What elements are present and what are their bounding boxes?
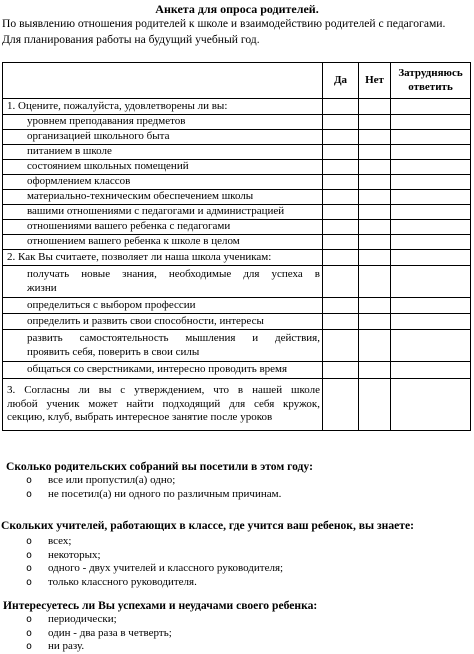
options-list [0,474,474,501]
answer-cell[interactable] [391,190,471,205]
option-label: некоторых; [48,548,101,561]
q3-text [3,379,323,431]
circle-bullet-icon: o [26,549,33,561]
table-row [3,314,471,330]
answer-cell[interactable] [391,330,471,362]
answer-cell[interactable] [359,266,391,298]
q3-line: 3. Согласны ли вы с утверждением, что в нашей школе [7,383,320,396]
answer-cell[interactable] [359,330,391,362]
answer-cell[interactable] [323,130,359,145]
q2-item [3,330,323,362]
q2-item: определить и развить свои способности, интересы [3,314,323,330]
table-row [3,175,471,190]
options-list [0,535,474,589]
q3-line: секцию, клуб, выбрать интересное занятие после уроков [7,411,273,424]
q2-row [3,250,471,266]
q1-item: уровнем преподавания предметов [3,115,323,130]
option-item[interactable] [26,488,474,502]
answer-cell[interactable] [359,314,391,330]
answer-cell[interactable] [391,160,471,175]
answer-cell[interactable] [359,130,391,145]
header-question [3,63,323,99]
option-item[interactable] [26,549,474,563]
answer-cell[interactable] [323,99,359,115]
q1-item: отношением вашего ребенка к школе в целом [3,235,323,250]
table-row [3,220,471,235]
answer-cell[interactable] [391,298,471,314]
q1-item: отношениями вашего ребенка с педагогами [3,220,323,235]
answer-cell[interactable] [323,235,359,250]
answer-cell[interactable] [359,205,391,220]
answer-cell[interactable] [323,190,359,205]
answer-cell[interactable] [323,220,359,235]
q1-item: вашими отношениями с педагогами и администрацией [3,205,323,220]
option-item[interactable] [26,640,474,654]
answer-cell[interactable] [323,250,359,266]
answer-cell[interactable] [359,190,391,205]
answer-cell[interactable] [359,362,391,379]
q1-item: материально-техническим обеспечением школы [3,190,323,205]
answer-cell[interactable] [391,250,471,266]
q2-item-line: жизни [27,281,57,294]
option-label: одного - двух учителей и классного руководителя; [48,562,284,575]
circle-bullet-icon: o [26,641,33,653]
section-meetings [0,460,474,501]
answer-cell[interactable] [323,379,359,431]
answer-cell[interactable] [359,99,391,115]
q1-item: организацией школьного быта [3,130,323,145]
circle-bullet-icon: o [26,614,33,626]
q1-row [3,99,471,115]
option-label: ни разу. [48,640,85,653]
table-row [3,160,471,175]
survey-table [2,62,471,431]
table-row [3,205,471,220]
q3-line: любой ученик может найти подходящий для себя кружок, [7,397,320,410]
option-item[interactable] [26,627,474,641]
q2-item [3,266,323,298]
answer-cell[interactable] [359,298,391,314]
intro-line-1: По выявлению отношения родителей к школе и взаимодействию родителей с педагогами. [2,17,446,30]
answer-cell[interactable] [359,235,391,250]
answer-cell[interactable] [323,205,359,220]
answer-cell[interactable] [359,145,391,160]
q2-item: определиться с выбором профессии [3,298,323,314]
option-label: один - два раза в четверть; [48,626,172,639]
section-heading: Скольких учителей, работающих в классе, где учится ваш ребенок, вы знаете: [1,519,414,532]
table-row [3,235,471,250]
circle-bullet-icon: o [26,488,33,500]
circle-bullet-icon: o [26,627,33,639]
q2-item-line: получать новые знания, необходимые для успеха в [27,267,320,280]
intro-text [2,16,472,48]
circle-bullet-icon: o [26,475,33,487]
option-label: не посетил(а) ни одного по различным причинам. [48,487,282,500]
answer-cell[interactable] [391,205,471,220]
answer-cell[interactable] [323,330,359,362]
table-header-row [3,63,471,99]
q3-row [3,379,471,431]
answer-cell[interactable] [323,298,359,314]
answer-cell[interactable] [391,220,471,235]
option-item[interactable] [26,535,474,549]
answer-cell[interactable] [323,145,359,160]
intro-line-2: Для планирования работы на будущий учебный год. [2,33,260,46]
q2-item-line: развить самостоятельность мышления и действия, [27,331,320,344]
option-item[interactable] [26,613,474,627]
answer-cell[interactable] [391,115,471,130]
q1-text: 1. Оцените, пожалуйста, удовлетворены ли вы: [3,99,323,115]
answer-cell[interactable] [323,266,359,298]
answer-cell[interactable] [323,175,359,190]
option-item[interactable] [26,474,474,488]
section-heading: Сколько родительских собраний вы посетили в этом году: [6,460,313,473]
answer-cell[interactable] [359,220,391,235]
answer-cell[interactable] [391,314,471,330]
answer-cell[interactable] [323,314,359,330]
header-yes: Да [323,63,359,99]
header-unsure: Затрудняюсь ответить [391,63,471,99]
answer-cell[interactable] [391,145,471,160]
page-title: Анкета для опроса родителей. [155,2,319,16]
option-label: все или пропустил(а) одно; [48,474,176,487]
table-row [3,190,471,205]
table-row [3,266,471,298]
table-row [3,362,471,379]
answer-cell[interactable] [323,362,359,379]
section-heading: Интересуетесь ли Вы успехами и неудачами своего ребенка: [3,599,318,612]
q2-text: 2. Как Вы считаете, позволяет ли наша школа ученикам: [3,250,323,266]
options-list [0,613,474,654]
circle-bullet-icon: o [26,563,33,575]
table-row [3,115,471,130]
table-row [3,145,471,160]
answer-cell[interactable] [359,175,391,190]
answer-cell[interactable] [391,99,471,115]
circle-bullet-icon: o [26,536,33,548]
answer-cell[interactable] [323,160,359,175]
answer-cell[interactable] [359,379,391,431]
q1-item: питанием в школе [3,145,323,160]
answer-cell[interactable] [359,160,391,175]
section-teachers [0,519,474,589]
answer-cell[interactable] [391,235,471,250]
answer-cell[interactable] [391,379,471,431]
answer-cell[interactable] [391,130,471,145]
option-item[interactable] [26,562,474,576]
table-row [3,330,471,362]
answer-cell[interactable] [391,266,471,298]
table-row [3,298,471,314]
answer-cell[interactable] [359,250,391,266]
option-label: всех; [48,535,72,548]
option-item[interactable] [26,576,474,590]
table-row [3,130,471,145]
answer-cell[interactable] [391,362,471,379]
q2-item: общаться со сверстниками, интересно проводить время [3,362,323,379]
q1-item: состоянием школьных помещений [3,160,323,175]
header-no: Нет [359,63,391,99]
option-label: только классного руководителя. [48,575,197,588]
answer-cell[interactable] [323,115,359,130]
q2-item-line: проявить себя, поверить в свои силы [27,345,200,358]
answer-cell[interactable] [359,115,391,130]
circle-bullet-icon: o [26,576,33,588]
option-label: периодически; [48,613,117,626]
answer-cell[interactable] [391,175,471,190]
q1-item: оформлением классов [3,175,323,190]
